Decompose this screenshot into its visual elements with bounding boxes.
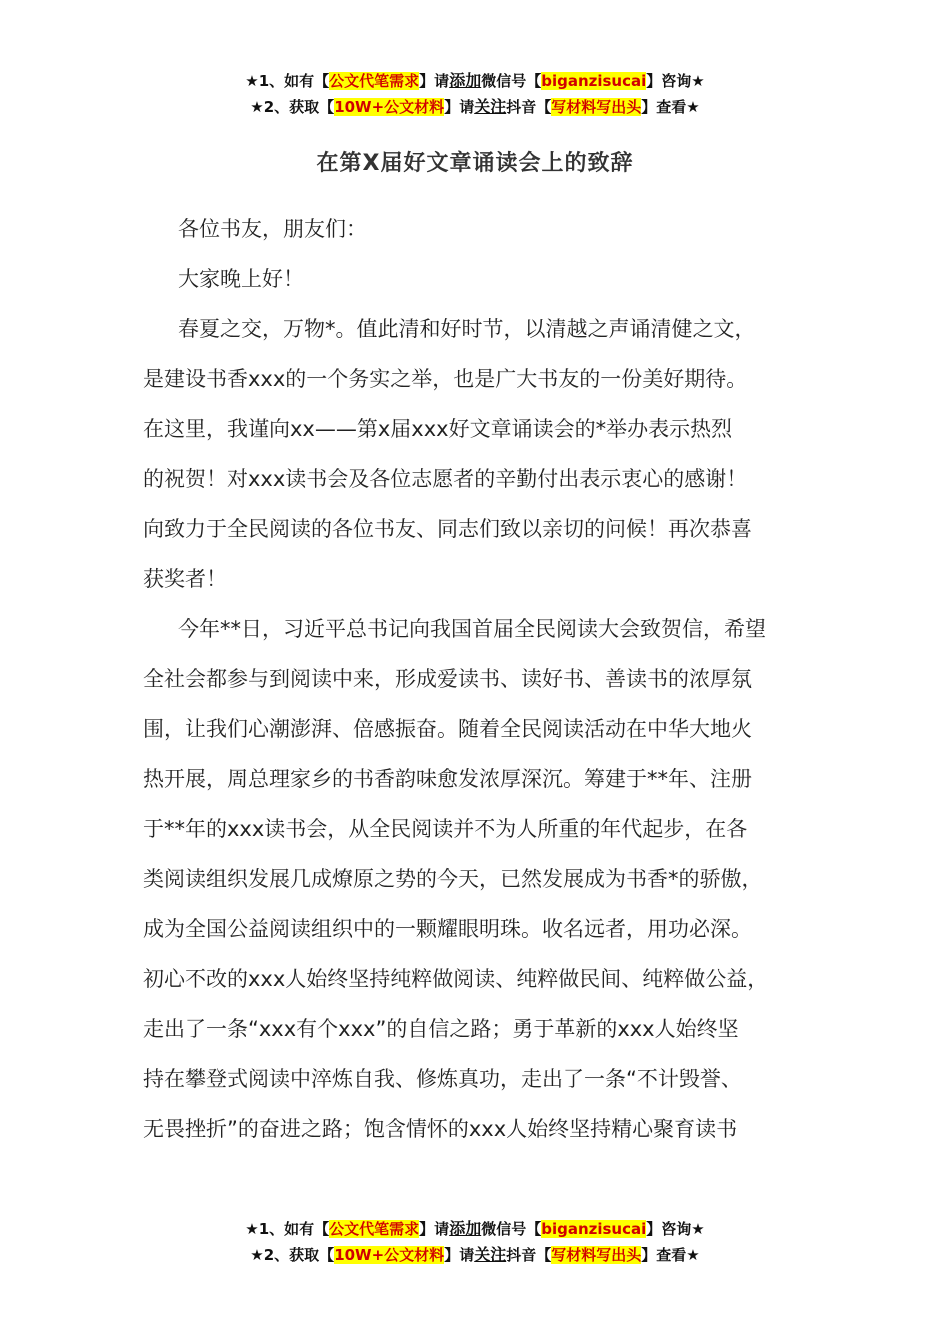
promo-text: 】查看★ (641, 1246, 700, 1264)
promo-text: 】请 (444, 98, 475, 116)
greeting (143, 254, 823, 304)
text-line: 成为全国公益阅读组织中的一颗耀眼明珠。收名远者，用功必深。 (143, 917, 752, 941)
promo-line-1 (0, 1216, 950, 1242)
text-line: 大家晚上好！ (178, 267, 304, 291)
promo-text: 抖音【 (506, 1246, 552, 1264)
promo-line-2 (0, 1242, 950, 1268)
text-line: 获奖者！ (143, 567, 227, 591)
text-line: 无畏挫折”的奋进之路；饱含情怀的xxx人始终坚持精心聚育读书 (143, 1117, 738, 1141)
highlight-text: 公文代笔需求 (329, 72, 420, 90)
promo-text: 抖音【 (506, 98, 552, 116)
promo-text: ★2、获取【 (250, 1246, 335, 1264)
promo-text: ★1、如有【 (245, 1220, 330, 1238)
underlined-text: 关注 (474, 1245, 507, 1264)
wechat-id-highlight: biganzisucai (541, 1220, 647, 1238)
promo-text: 】请 (444, 1246, 475, 1264)
text-line: 的祝贺！对xxx读书会及各位志愿者的辛勤付出表示衷心的感谢！ (143, 467, 748, 491)
promo-text: ★1、如有【 (245, 72, 330, 90)
text-line: 初心不改的xxx人始终坚持纯粹做阅读、纯粹做民间、纯粹做公益， (143, 967, 769, 991)
text-line: 围，让我们心潮澎湃、倍感振奋。随着全民阅读活动在中华大地火 (143, 717, 752, 741)
text-line: 热开展，周总理家乡的书香韵味愈发浓厚深沉。筹建于**年、注册 (143, 767, 752, 791)
promo-text: 微信号【 (481, 72, 542, 90)
document-body (143, 204, 823, 1154)
douyin-id-highlight: 写材料写出头 (551, 98, 642, 116)
text-line: 于**年的xxx读书会，从全民阅读并不为人所重的年代起步，在各 (143, 817, 748, 841)
wechat-id-highlight: biganzisucai (541, 72, 647, 90)
bottom-promo-banner (0, 1216, 950, 1268)
text-line: 类阅读组织发展几成燎原之势的今天，已然发展成为书香*的骄傲， (143, 867, 763, 891)
highlight-text: 10W+公文材料 (334, 98, 445, 116)
highlight-text: 公文代笔需求 (329, 1220, 420, 1238)
promo-text: 】请 (419, 1220, 450, 1238)
promo-text: 】咨询★ (646, 1220, 705, 1238)
text-line: 在这里，我谨向xx——第x届xxx好文章诵读会的*举办表示热烈 (143, 417, 733, 441)
text-line: 是建设书香xxx的一个务实之举，也是广大书友的一份美好期待。 (143, 367, 748, 391)
paragraph-1 (143, 304, 823, 604)
promo-line-2 (0, 94, 950, 120)
promo-text: 】查看★ (641, 98, 700, 116)
promo-line-1 (0, 68, 950, 94)
underlined-text: 添加 (449, 1219, 482, 1238)
text-line: 全社会都参与到阅读中来，形成爱读书、读好书、善读书的浓厚氛 (143, 667, 752, 691)
text-line: 各位书友，朋友们： (178, 217, 367, 241)
underlined-text: 添加 (449, 71, 482, 90)
document-title: 在第X届好文章诵读会上的致辞 (316, 151, 634, 176)
text-line: 走出了一条“xxx有个xxx”的自信之路；勇于革新的xxx人始终坚 (143, 1017, 739, 1041)
text-line: 持在攀登式阅读中淬炼自我、修炼真功，走出了一条“不计毁誉、 (143, 1067, 742, 1091)
promo-text: 】请 (419, 72, 450, 90)
top-promo-banner (0, 68, 950, 120)
text-line: 今年**日，习近平总书记向我国首届全民阅读大会致贺信，希望 (178, 617, 766, 641)
underlined-text: 关注 (474, 97, 507, 116)
salutation (143, 204, 823, 254)
douyin-id-highlight: 写材料写出头 (551, 1246, 642, 1264)
highlight-text: 10W+公文材料 (334, 1246, 445, 1264)
promo-text: ★2、获取【 (250, 98, 335, 116)
promo-text: 】咨询★ (646, 72, 705, 90)
text-line: 春夏之交，万物*。值此清和好时节，以清越之声诵清健之文， (178, 317, 756, 341)
promo-text: 微信号【 (481, 1220, 542, 1238)
paragraph-2 (143, 604, 823, 1154)
text-line: 向致力于全民阅读的各位书友、同志们致以亲切的问候！再次恭喜 (143, 517, 752, 541)
